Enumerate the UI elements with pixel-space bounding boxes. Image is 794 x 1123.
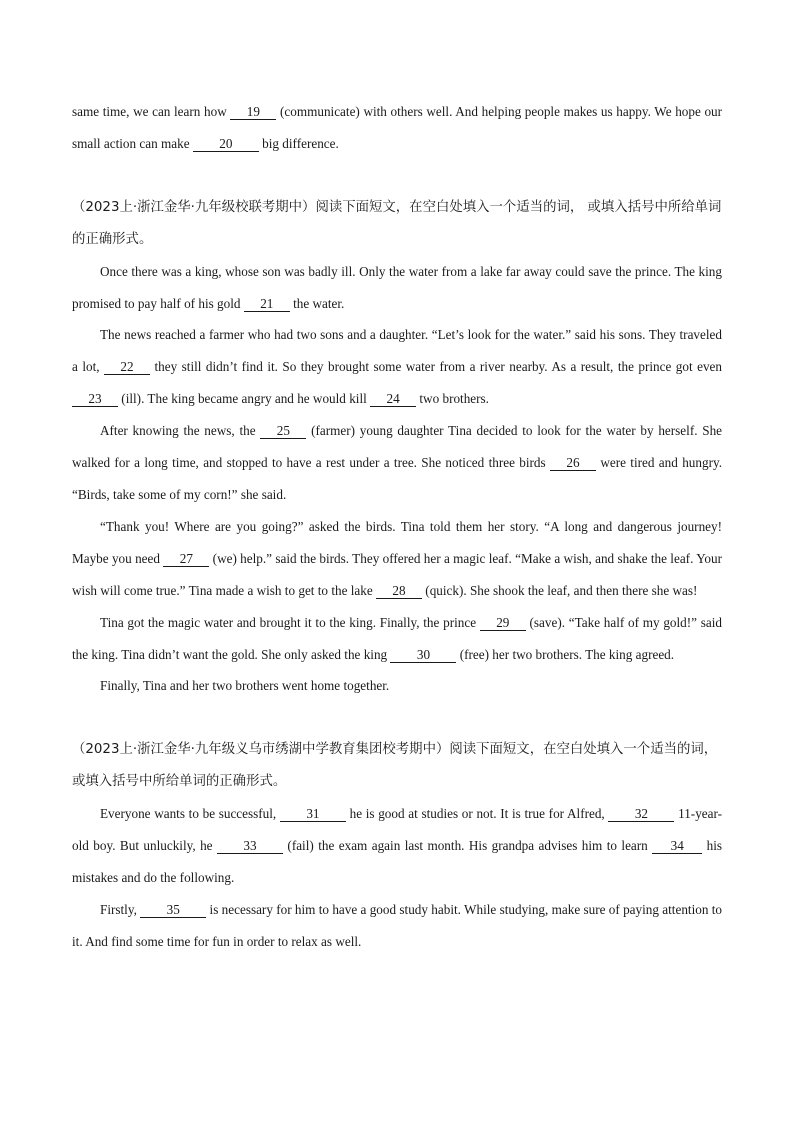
blank-26: 26 xyxy=(550,456,596,471)
blank-34: 34 xyxy=(652,839,702,854)
text: same time, we can learn how xyxy=(72,104,227,119)
paragraph: Finally, Tina and her two brothers went home together. xyxy=(100,678,390,694)
text: his mistakes and do the following. xyxy=(72,838,723,885)
paragraph xyxy=(72,511,722,607)
text: big difference. xyxy=(262,135,339,151)
document-page xyxy=(72,96,722,958)
blank-24: 24 xyxy=(370,392,416,407)
text: the water. xyxy=(293,295,345,311)
text: (ill). The king became angry and he would kill xyxy=(121,391,367,407)
text: two brothers. xyxy=(419,391,489,407)
blank-31: 31 xyxy=(280,807,346,822)
text: they still didn’t find it. So they brought some water from a river nearby. As a result, the prince got even xyxy=(154,359,723,375)
text: Firstly, xyxy=(100,901,137,917)
paragraph xyxy=(72,319,722,415)
paragraph xyxy=(72,798,722,894)
text: he is good at studies or not. It is true for Alfred, xyxy=(349,806,605,822)
blank-23: 23 xyxy=(72,392,118,407)
blank-35: 35 xyxy=(140,903,206,918)
text: (we) help.” said the birds. They offered her a magic leaf. “Make a wish, and shake the leaf. Your wish will come true.” Tina made a wish to get to the lake xyxy=(72,550,723,598)
text: Once there was a king, whose son was badly ill. Only the water from a lake far away could save the prince. The king promised to pay half of his gold xyxy=(72,263,722,311)
section-3-heading: （2023上·浙江金华·九年级义乌市绣湖中学教育集团校考期中）阅读下面短文，在空白处填入一个适当的词，或填入括号中所给单词的正确形式。 xyxy=(72,742,718,790)
section-2-heading: （2023上·浙江金华·九年级校联考期中）阅读下面短文，在空白处填入一个适当的词， 或填入括号中所给单词的正确形式。 xyxy=(72,199,722,247)
text: (quick). She shook the leaf, and then there she was! xyxy=(425,582,698,598)
paragraph xyxy=(72,256,722,320)
blank-29: 29 xyxy=(480,616,526,631)
passage-continuation xyxy=(72,96,722,160)
text: The news reached a farmer who had two sons and a daughter. “Let’s look for the water.” said his sons. They traveled a lot, xyxy=(72,327,722,375)
blank-32: 32 xyxy=(608,807,674,822)
text: (fail) the exam again last month. His grandpa advises him to learn xyxy=(287,838,648,854)
paragraph xyxy=(72,894,722,958)
text: hope our small action can make xyxy=(72,104,723,151)
blank-28: 28 xyxy=(376,584,422,599)
text: 11-year-old boy. But unluckily, he xyxy=(72,806,723,854)
text: (communicate) with others well. And helping people makes us happy. We xyxy=(280,104,672,119)
text: (farmer) young daughter Tina decided to look for the water by herself. She walked for a long time, and stopped to have a rest under a tree. She noticed three birds xyxy=(72,423,723,471)
text: Everyone wants to be successful, xyxy=(100,806,277,822)
blank-27: 27 xyxy=(163,552,209,567)
text: (free) her two brothers. The king agreed. xyxy=(459,646,675,662)
blank-22: 22 xyxy=(104,360,150,375)
blank-33: 33 xyxy=(217,839,283,854)
blank-19: 19 xyxy=(230,105,276,120)
paragraph xyxy=(72,415,722,511)
paragraph xyxy=(72,607,722,671)
text: Tina got the magic water and brought it to the king. Finally, the prince xyxy=(100,614,477,630)
blank-20: 20 xyxy=(193,137,259,152)
blank-30: 30 xyxy=(390,648,456,663)
blank-21: 21 xyxy=(244,297,290,312)
text: “Thank you! Where are you going?” asked the birds. Tina told them her story. “A long and dangerous journey! Maybe you need xyxy=(72,518,722,566)
blank-25: 25 xyxy=(260,424,306,439)
text: is necessary for him to have a good study habit. While studying, make sure of paying attention to it. And find some time for fun in order to relax as well. xyxy=(72,901,723,949)
text: After knowing the news, the xyxy=(100,423,256,439)
text: were tired and hungry. “Birds, take some of my corn!” she said. xyxy=(72,455,722,502)
text: (save). “Take half of my gold!” said the king. Tina didn’t want the gold. She only asked the king xyxy=(72,614,722,662)
